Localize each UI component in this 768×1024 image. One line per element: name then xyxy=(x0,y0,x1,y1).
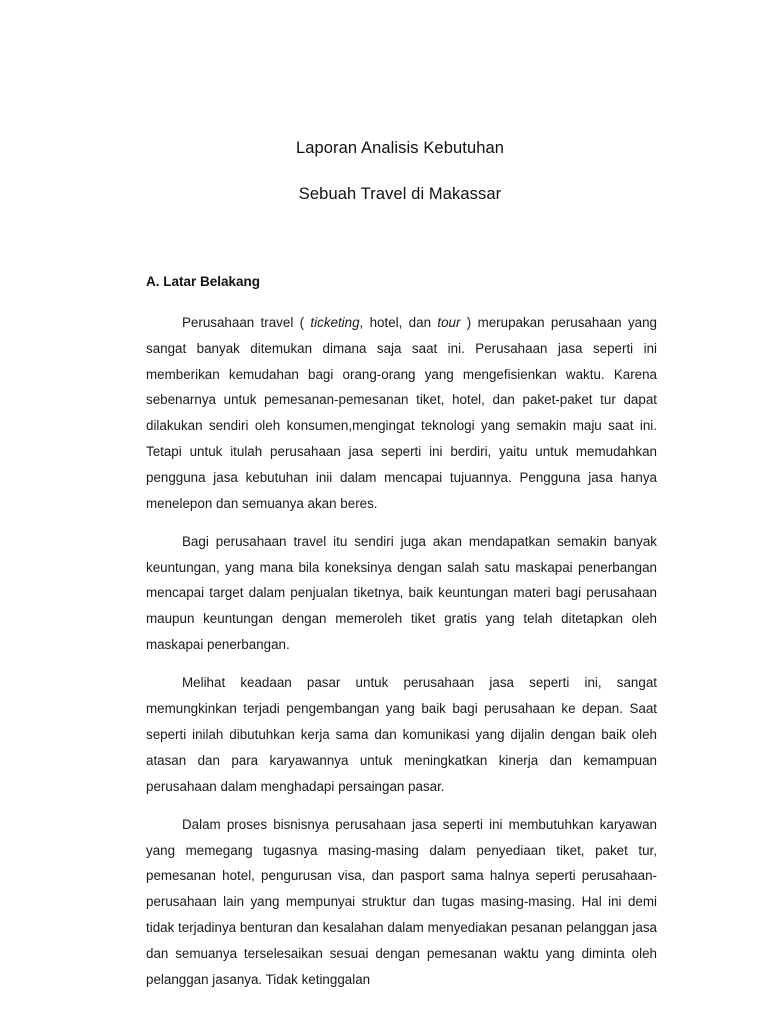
paragraph-1-part-2: , hotel, dan xyxy=(359,315,438,330)
paragraph-4: Dalam proses bisnisnya perusahaan jasa seperti ini membutuhkan karyawan yang memegang tugasnya masing-masing dalam penyediaan tiket, paket tur, pemesanan hotel, pengurusan visa, dan pasport sama halnya seperti perusahaan-perusahaan lain yang mempunyai struktur dan tugas masing-masing. Hal ini demi tidak terjadinya benturan dan kesalahan dalam menyediakan pesanan pelanggan jasa dan semuanya terselesaikan sesuai dengan pemesanan waktu yang diminta oleh pelanggan jasanya. Tidak ketinggalan xyxy=(146,816,657,987)
document-title: Laporan Analisis Kebutuhan xyxy=(295,139,505,157)
document-subtitle: Sebuah Travel di Makassar xyxy=(298,185,502,203)
paragraph-1 xyxy=(146,310,657,516)
paragraph-2: Bagi perusahaan travel itu sendiri juga akan mendapatkan semakin banyak keuntungan, yang mana bila koneksinya dengan salah satu maskapai penerbangan mencapai target dalam penjualan tiketnya, baik keuntungan materi bagi perusahaan maupun keuntungan dengan memeroleh tiket gratis yang telah ditetapkan oleh maskapai penerbangan. xyxy=(146,533,657,653)
section-heading: A. Latar Belakang xyxy=(146,274,261,289)
paragraph-1-part-3: ) merupakan perusahaan yang sangat banyak ditemukan dimana saja saat ini. Perusahaan jasa seperti ini memberikan kemudahan bagi orang-orang yang mengefisienkan waktu. Karena sebenarnya untuk pemesanan-pemesanan tiket, hotel, dan paket-paket tur dapat dilakukan sendiri oleh konsumen,mengingat teknologi yang semakin maju saat ini. Tetapi untuk itulah perusahaan jasa seperti ini berdiri, yaitu untuk memudahkan pengguna jasa kebutuhan inii dalam mencapai tujuannya. Pengguna jasa hanya menelepon dan semuanya akan beres. xyxy=(146,315,657,511)
paragraph-1-italic-1: ticketing xyxy=(310,315,360,330)
paragraph-1-italic-2: tour xyxy=(437,315,461,330)
body-text xyxy=(146,310,657,992)
paragraph-3: Melihat keadaan pasar untuk perusahaan jasa seperti ini, sangat memungkinkan terjadi pengembangan yang baik bagi perusahaan ke depan. Saat seperti inilah dibutuhkan kerja sama dan komunikasi yang dijalin dengan baik oleh atasan dan para karyawannya untuk meningkatkan kinerja dan kemampuan perusahaan dalam menghadapi persaingan pasar. xyxy=(146,675,657,794)
paragraph-1-part-1: Perusahaan travel ( xyxy=(182,315,311,330)
